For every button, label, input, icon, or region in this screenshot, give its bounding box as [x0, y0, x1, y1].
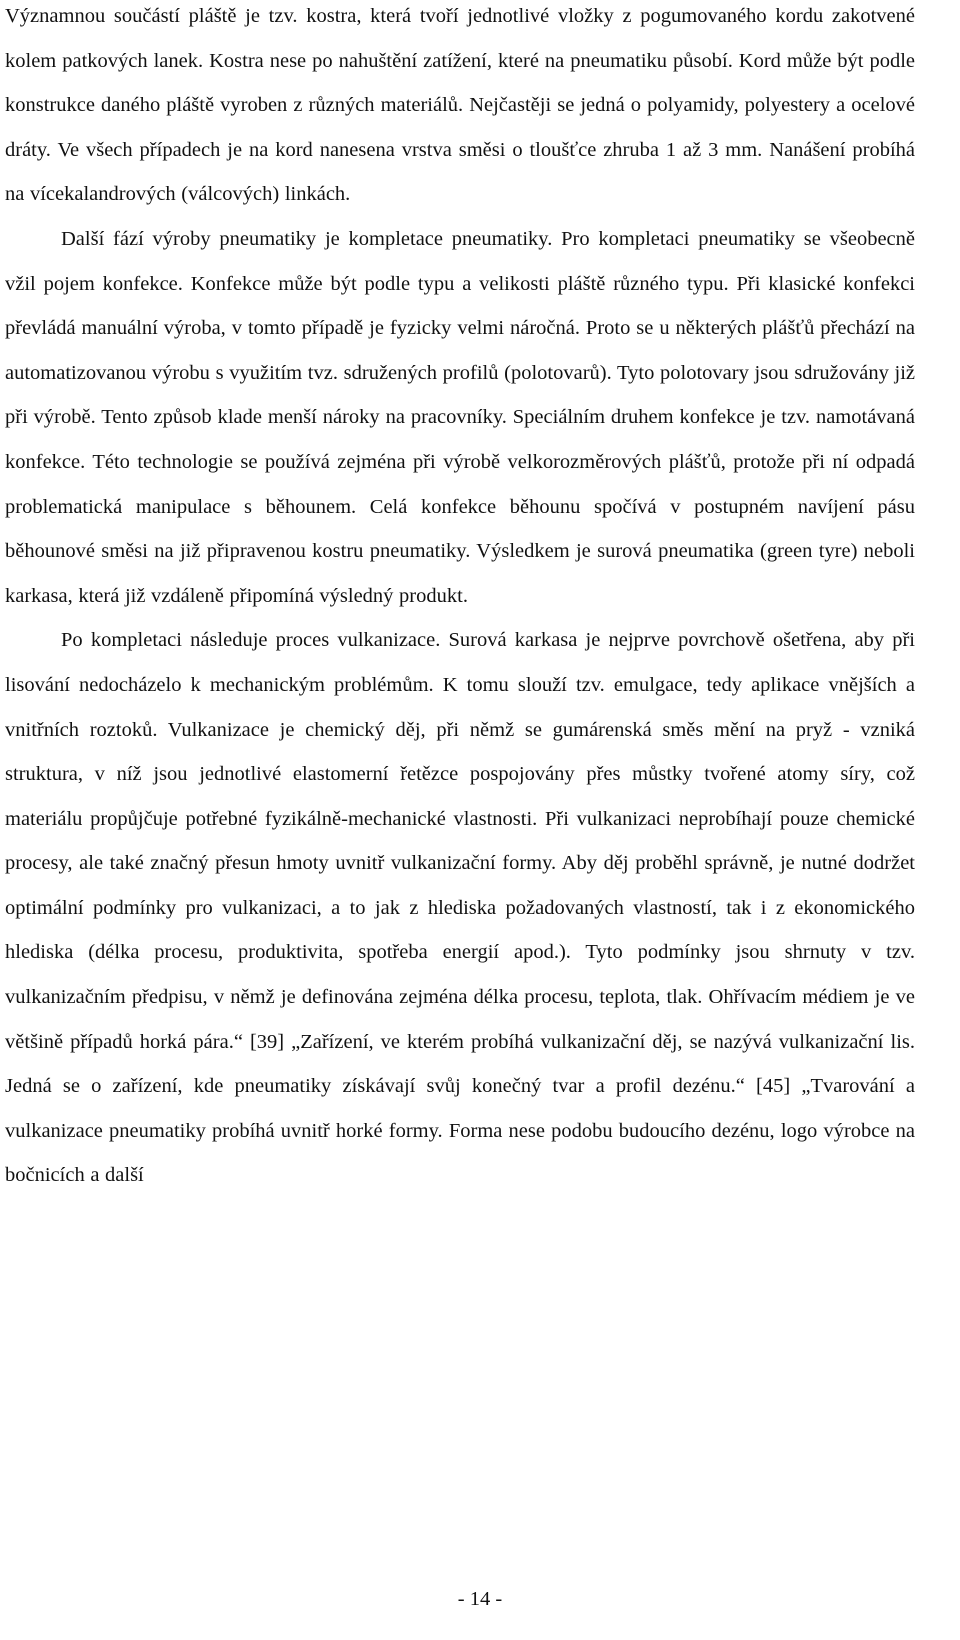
paragraph-tire-assembly: Další fází výroby pneumatiky je kompletace pneumatiky. Pro kompletaci pneumatiky se všeobecně vžil pojem konfekce. Konfekce může být podle typu a velikosti pláště různého typu. Při klasické konfekci převládá manuální výroba, v tomto případě je fyzicky velmi náročná. Proto se u některých plášťů přechází na automatizovanou výrobu s využitím tvz. sdružených profilů (polotovarů). Tyto polotovary jsou sdružovány již při výrobě. Tento způsob klade menší nároky na pracovníky. Speciálním druhem konfekce je tzv. namotávaná konfekce. Této technologie se používá zejména při výrobě velkorozměrových plášťů, protože při ní odpadá problematická manipulace s běhounem. Celá konfekce běhounu spočívá v postupném navíjení pásu běhounové směsi na již připravenou kostru pneumatiky. Výsledkem je surová pneumatika (green tyre) neboli karkasa, která již vzdáleně připomíná výsledný produkt. [5, 227, 915, 607]
paragraph-vulcanization: Po kompletaci následuje proces vulkanizace. Surová karkasa je nejprve povrchově ošetřena, aby při lisování nedocházelo k mechanickým problémům. K tomu slouží tzv. emulgace, tedy aplikace vnějších a vnitřních roztoků. Vulkanizace je chemický děj, při němž se gumárenská směs mění na pryž - vzniká struktura, v níž jsou jednotlivé elastomerní řetězce pospojovány přes můstky tvořené atomy síry, což materiálu propůjčuje potřebné fyzikálně-mechanické vlastnosti. Při vulkanizaci neprobíhají pouze chemické procesy, ale také značný přesun hmoty uvnitř vulkanizační formy. Aby děj proběhl správně, je nutné dodržet optimální podmínky pro vulkanizaci, a to jak z hlediska požadovaných vlastností, tak i z ekonomického hlediska (délka procesu, produktivita, spotřeba energií apod.). Tyto podmínky jsou shrnuty v tzv. vulkanizačním předpisu, v němž je definována zejména délka procesu, teplota, tlak. Ohřívacím médiem je ve většině případů horká pára.“ [39] „Zařízení, ve kterém probíhá vulkanizační děj, se nazývá vulkanizační lis. Jedná se o zařízení, kde pneumatiky získávají svůj konečný tvar a profil dezénu.“ [45] „Tvarování a vulkanizace pneumatiky probíhá uvnitř horké formy. Forma nese podobu budoucího dezénu, logo výrobce na bočnicích a další [5, 629, 915, 1187]
page-number: - 14 - [457, 1588, 503, 1610]
document-body [5, 0, 915, 1198]
paragraph-cord-structure: Významnou součástí pláště je tzv. kostra, která tvoří jednotlivé vložky z pogumovaného kordu zakotvené kolem patkových lanek. Kostra nese po nahuštění zatížení, které na pneumatiku působí. Kord může být podle konstrukce daného pláště vyroben z různých materiálů. Nejčastěji se jedná o polyamidy, polyestery a ocelové dráty. Ve všech případech je na kord nanesena vrstva směsi o tloušťce zhruba 1 až 3 mm. Nanášení probíhá na vícekalandrových (válcových) linkách. [5, 5, 915, 206]
